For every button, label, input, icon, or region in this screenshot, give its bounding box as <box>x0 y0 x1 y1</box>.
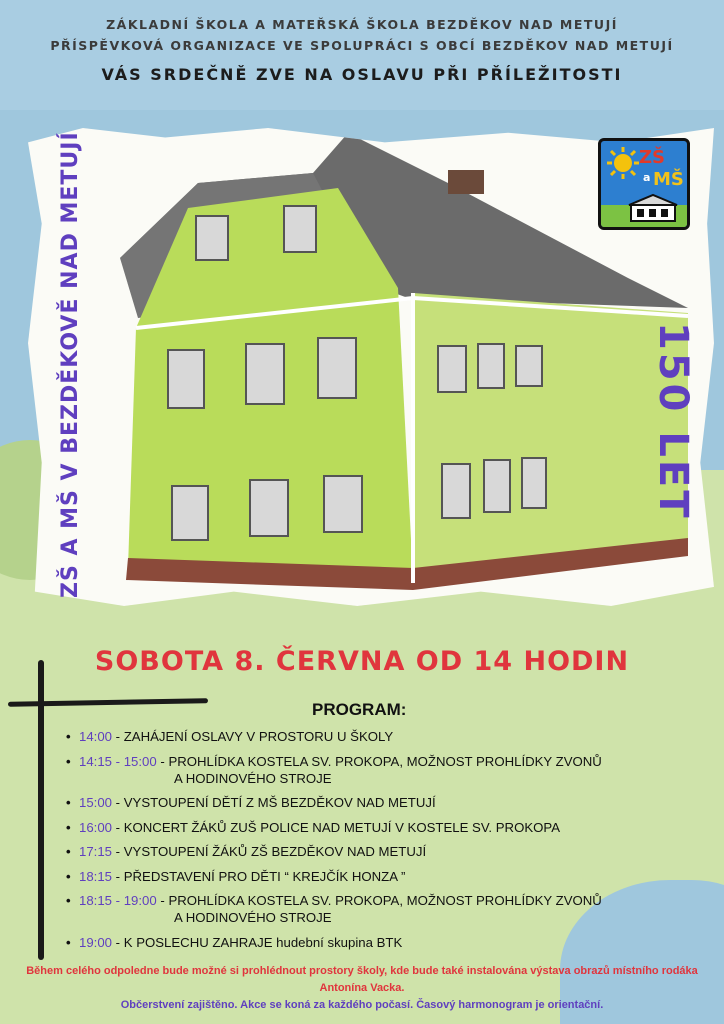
program-text-continued: A HODINOVÉHO STROJE <box>174 770 332 786</box>
program-text: - PŘEDSTAVENÍ PRO DĚTI “ KREJČÍK HONZA ” <box>112 868 406 884</box>
chimney <box>448 170 484 194</box>
program-item <box>66 868 686 885</box>
program-time: 19:00 <box>79 934 113 950</box>
program-time: 17:15 <box>79 844 113 859</box>
program-time: 14:00 <box>79 729 113 744</box>
program-item <box>66 934 686 951</box>
program-time: 15:00 <box>79 795 113 810</box>
program-item <box>66 728 686 745</box>
header <box>0 14 724 90</box>
program-item <box>66 753 686 787</box>
program-text: - K POSLECHU ZAHRAJE hudební skupina BTK <box>112 934 403 950</box>
program-title: PROGRAM: <box>312 700 407 719</box>
header-line-2: PŘÍSPĚVKOVÁ ORGANIZACE VE SPOLUPRÁCI S OBCÍ BEZDĚKOV NAD METUJÍ <box>50 38 674 53</box>
program-item <box>66 794 686 811</box>
program-time: 18:15 - 19:00 <box>79 893 157 908</box>
program-item <box>66 892 686 926</box>
program-text: - KONCERT ŽÁKŮ ZUŠ POLICE NAD METUJÍ V KOSTELE SV. PROKOPA <box>112 819 561 835</box>
logo-text-ms: MŠ <box>653 169 684 190</box>
side-facade <box>413 293 688 583</box>
program-time: 14:15 - 15:00 <box>79 753 157 769</box>
program-text-continued: A HODINOVÉHO STROJE <box>174 910 332 925</box>
program-text: - ZAHÁJENÍ OSLAVY V PROSTORU U ŠKOLY <box>112 729 394 744</box>
exhibition-note: Během celého odpoledne bude možné si prohlédnout prostory školy, kde bude také instalována výstava obrazů místního rodáka Antonína Vacka. <box>26 965 698 994</box>
anniversary-label: 150 LET <box>650 322 696 521</box>
program-list <box>66 728 686 958</box>
house-icon <box>627 193 679 223</box>
logo-text-a: a <box>643 171 651 184</box>
header-invitation: VÁS SRDEČNĚ ZVE NA OSLAVU PŘI PŘÍLEŽITOSTI <box>101 65 623 84</box>
refreshment-note: Občerstvení zajištěno. Akce se koná za každého počasí. Časový harmonogram je orientační. <box>120 999 604 1011</box>
header-line-1: ZÁKLADNÍ ŠKOLA A MATEŘSKÁ ŠKOLA BEZDĚKOV NAD METUJÍ <box>106 17 618 32</box>
program-time: 16:00 <box>79 819 113 835</box>
program-text: - VYSTOUPENÍ ŽÁKŮ ZŠ BEZDĚKOV NAD METUJÍ <box>112 844 427 859</box>
logo-text-zs: ZŠ <box>639 147 666 168</box>
program-item <box>66 819 686 836</box>
program-item <box>66 843 686 860</box>
school-logo <box>598 138 690 230</box>
program-time: 18:15 <box>79 868 113 884</box>
program-text: - PROHLÍDKA KOSTELA SV. PROKOPA, MOŽNOST PROHLÍDKY ZVONŮ <box>156 893 602 908</box>
program-text: - VYSTOUPENÍ DĚTÍ Z MŠ BEZDĚKOV NAD METUJÍ <box>112 795 436 810</box>
program-text: - PROHLÍDKA KOSTELA SV. PROKOPA, MOŽNOST PROHLÍDKY ZVONŮ <box>156 753 602 769</box>
event-date: SOBOTA 8. ČERVNA OD 14 HODIN <box>94 646 630 677</box>
vertical-school-title: ZŠ A MŠ V BEZDĚKOVĚ NAD METUJÍ <box>58 131 83 598</box>
